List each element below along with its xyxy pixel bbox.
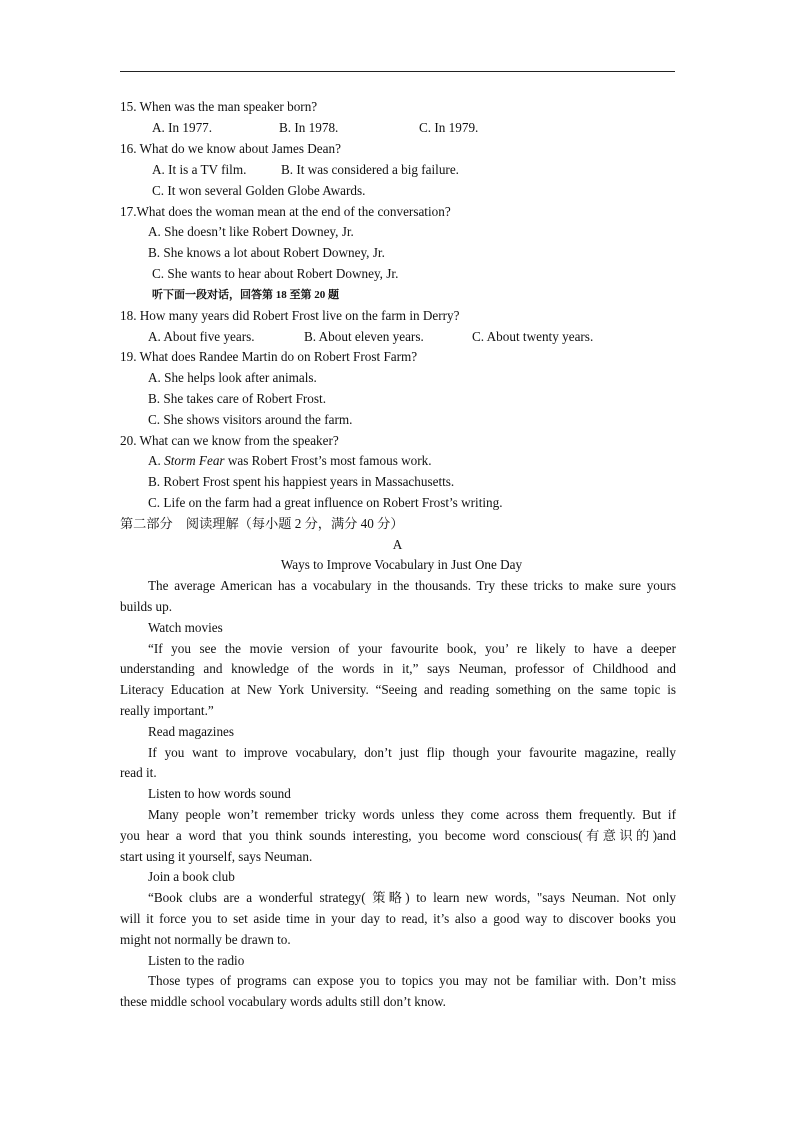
q16-option-a: A. It is a TV film. bbox=[152, 162, 247, 177]
q15-option-a: A. In 1977. bbox=[152, 120, 213, 135]
q15-option-c: C. In 1979. bbox=[419, 120, 479, 135]
q19-stem: 19. What does Randee Martin do on Robert Frost Farm? bbox=[120, 349, 418, 364]
q19-option-c: C. She shows visitors around the farm. bbox=[148, 412, 353, 427]
intro-line-1: The average American has a vocabulary in the thousands. Try these tricks to make sure yours bbox=[148, 578, 676, 593]
movies-line-3: Literacy Education at New York University. “Seeing and reading something on the same topic is bbox=[120, 682, 676, 697]
subheading-watch-movies: Watch movies bbox=[148, 620, 223, 635]
q17-option-c: C. She wants to hear about Robert Downey, Jr. bbox=[152, 266, 399, 281]
q17-option-a: A. She doesn’t like Robert Downey, Jr. bbox=[148, 224, 354, 239]
club-line-2: will it force you to set aside time in your day to read, it’s also a good way to discover books you bbox=[120, 911, 676, 926]
q15-stem: 15. When was the man speaker born? bbox=[120, 99, 318, 114]
header-rule bbox=[120, 71, 675, 72]
passage-letter: A bbox=[392, 537, 403, 552]
q20-option-c: C. Life on the farm had a great influence on Robert Frost’s writing. bbox=[148, 495, 503, 510]
club-line-1: “Book clubs are a wonderful strategy( 策略) to learn new words, "says Neuman. Not only bbox=[148, 890, 676, 905]
subheading-radio: Listen to the radio bbox=[148, 953, 245, 968]
magazines-line-2: read it. bbox=[120, 765, 157, 780]
q19-option-b: B. She takes care of Robert Frost. bbox=[148, 391, 326, 406]
sound-line-1: Many people won’t remember tricky words unless they come across them frequently. But if bbox=[148, 807, 676, 822]
club-line-3: might not normally be drawn to. bbox=[120, 932, 291, 947]
q16-option-c: C. It won several Golden Globe Awards. bbox=[152, 183, 366, 198]
q18-option-b: B. About eleven years. bbox=[304, 329, 424, 344]
subheading-read-magazines: Read magazines bbox=[148, 724, 235, 739]
radio-line-2: these middle school vocabulary words adults still don’t know. bbox=[120, 994, 446, 1009]
q16-option-b: B. It was considered a big failure. bbox=[281, 162, 459, 177]
q20-stem: 20. What can we know from the speaker? bbox=[120, 433, 339, 448]
q18-stem: 18. How many years did Robert Frost live on the farm in Derry? bbox=[120, 308, 460, 323]
sound-line-2: you hear a word that you think sounds interesting, you become word conscious(有意识的)and bbox=[120, 828, 676, 843]
q16-stem: 16. What do we know about James Dean? bbox=[120, 141, 341, 156]
q20-option-a-prefix: A. bbox=[148, 453, 165, 468]
q20-option-a-rest: was Robert Frost’s most famous work. bbox=[224, 453, 432, 468]
subheading-listen-words: Listen to how words sound bbox=[148, 786, 291, 801]
movies-line-2: understanding and knowledge of the words in it,” says Neuman, professor of Childhood and bbox=[120, 661, 676, 676]
q15-option-b: B. In 1978. bbox=[279, 120, 339, 135]
radio-line-1: Those types of programs can expose you to topics you may not be familiar with. Don’t miss bbox=[148, 973, 676, 988]
q17-stem: 17.What does the woman mean at the end of the conversation? bbox=[120, 204, 451, 219]
magazines-line-1: If you want to improve vocabulary, don’t just flip though your favourite magazine, really bbox=[148, 745, 676, 760]
movies-line-4: really important.” bbox=[120, 703, 214, 718]
q19-option-a: A. She helps look after animals. bbox=[148, 370, 317, 385]
passage-title: Ways to Improve Vocabulary in Just One Day bbox=[280, 557, 523, 572]
subheading-book-club: Join a book club bbox=[148, 869, 235, 884]
q18-option-c: C. About twenty years. bbox=[472, 329, 594, 344]
part2-heading: 第二部分 阅读理解（每小题 2 分，满分 40 分） bbox=[120, 516, 404, 531]
q20-option-a bbox=[148, 453, 432, 469]
q18-option-a: A. About five years. bbox=[148, 329, 255, 344]
instruction-18-20: 听下面一段对话，回答第 18 至第 20 题 bbox=[152, 289, 339, 301]
movies-line-1: “If you see the movie version of your favourite book, you’ re likely to have a deeper bbox=[148, 641, 676, 656]
q17-option-b: B. She knows a lot about Robert Downey, Jr. bbox=[148, 245, 385, 260]
q20-option-b: B. Robert Frost spent his happiest years in Massachusetts. bbox=[148, 474, 455, 489]
q20-option-a-title: Storm Fear bbox=[164, 453, 225, 468]
sound-line-3: start using it yourself, says Neuman. bbox=[120, 849, 313, 864]
intro-line-2: builds up. bbox=[120, 599, 173, 614]
